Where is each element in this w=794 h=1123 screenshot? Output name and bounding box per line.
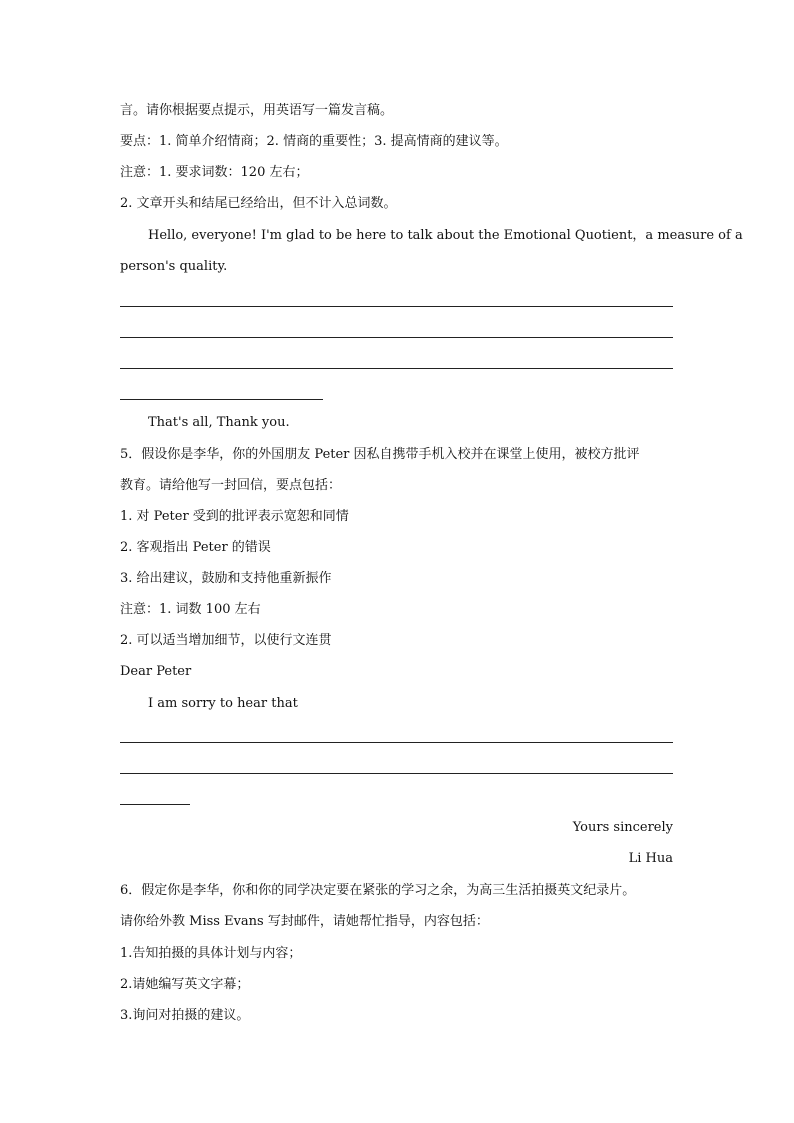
s4-answer-line-3 xyxy=(120,368,673,369)
s5-prompt-line-1: 5．假设你是李华，你的外国朋友 Peter 因私自携带手机入校并在课堂上使用，被校方批评 xyxy=(120,447,640,462)
s5-prompt-line-2: 教育。请给他写一封回信，要点包括： xyxy=(120,478,342,493)
s6-point-3: 3.询问对拍摄的建议。 xyxy=(120,1008,250,1023)
s6-prompt-line-2: 请你给外教 Miss Evans 写封邮件，请她帮忙指导，内容包括： xyxy=(120,914,489,929)
s4-note-1: 注意：1. 要求词数：120 左右； xyxy=(120,165,309,180)
s5-signoff: Yours sincerely xyxy=(572,820,673,835)
s6-point-2: 2.请她编写英文字幕； xyxy=(120,977,250,992)
s5-signature: Li Hua xyxy=(628,851,673,866)
s4-closing: That's all, Thank you. xyxy=(148,415,290,430)
s4-opening-line-2: person's quality. xyxy=(120,259,228,274)
s4-note-2: 2. 文章开头和结尾已经给出，但不计入总词数。 xyxy=(120,196,397,211)
s4-answer-line-1 xyxy=(120,306,673,307)
s5-point-1: 1. 对 Peter 受到的批评表示宽恕和同情 xyxy=(120,509,349,524)
s5-answer-line-3 xyxy=(120,804,190,805)
s5-answer-line-2 xyxy=(120,773,673,774)
s5-answer-line-1 xyxy=(120,742,673,743)
s4-answer-line-4 xyxy=(120,399,323,400)
s6-point-1: 1.告知拍摄的具体计划与内容； xyxy=(120,946,302,961)
s4-opening-line-1: Hello, everyone! I'm glad to be here to talk about the Emotional Quotient，a measure of a xyxy=(148,228,743,243)
s5-note-1: 注意：1. 词数 100 左右 xyxy=(120,602,261,617)
s5-note-2: 2. 可以适当增加细节，以使行文连贯 xyxy=(120,633,332,648)
s5-point-3: 3. 给出建议，鼓励和支持他重新振作 xyxy=(120,571,332,586)
s4-intro-tail: 言。请你根据要点提示，用英语写一篇发言稿。 xyxy=(120,103,394,118)
s4-points: 要点：1. 简单介绍情商；2. 情商的重要性；3. 提高情商的建议等。 xyxy=(120,134,508,149)
s6-prompt-line-1: 6．假定你是李华，你和你的同学决定要在紧张的学习之余，为高三生活拍摄英文纪录片。 xyxy=(120,883,636,898)
s5-opening: I am sorry to hear that xyxy=(148,696,298,711)
s5-salutation: Dear Peter xyxy=(120,664,192,679)
s5-point-2: 2. 客观指出 Peter 的错误 xyxy=(120,540,271,555)
s4-answer-line-2 xyxy=(120,337,673,338)
